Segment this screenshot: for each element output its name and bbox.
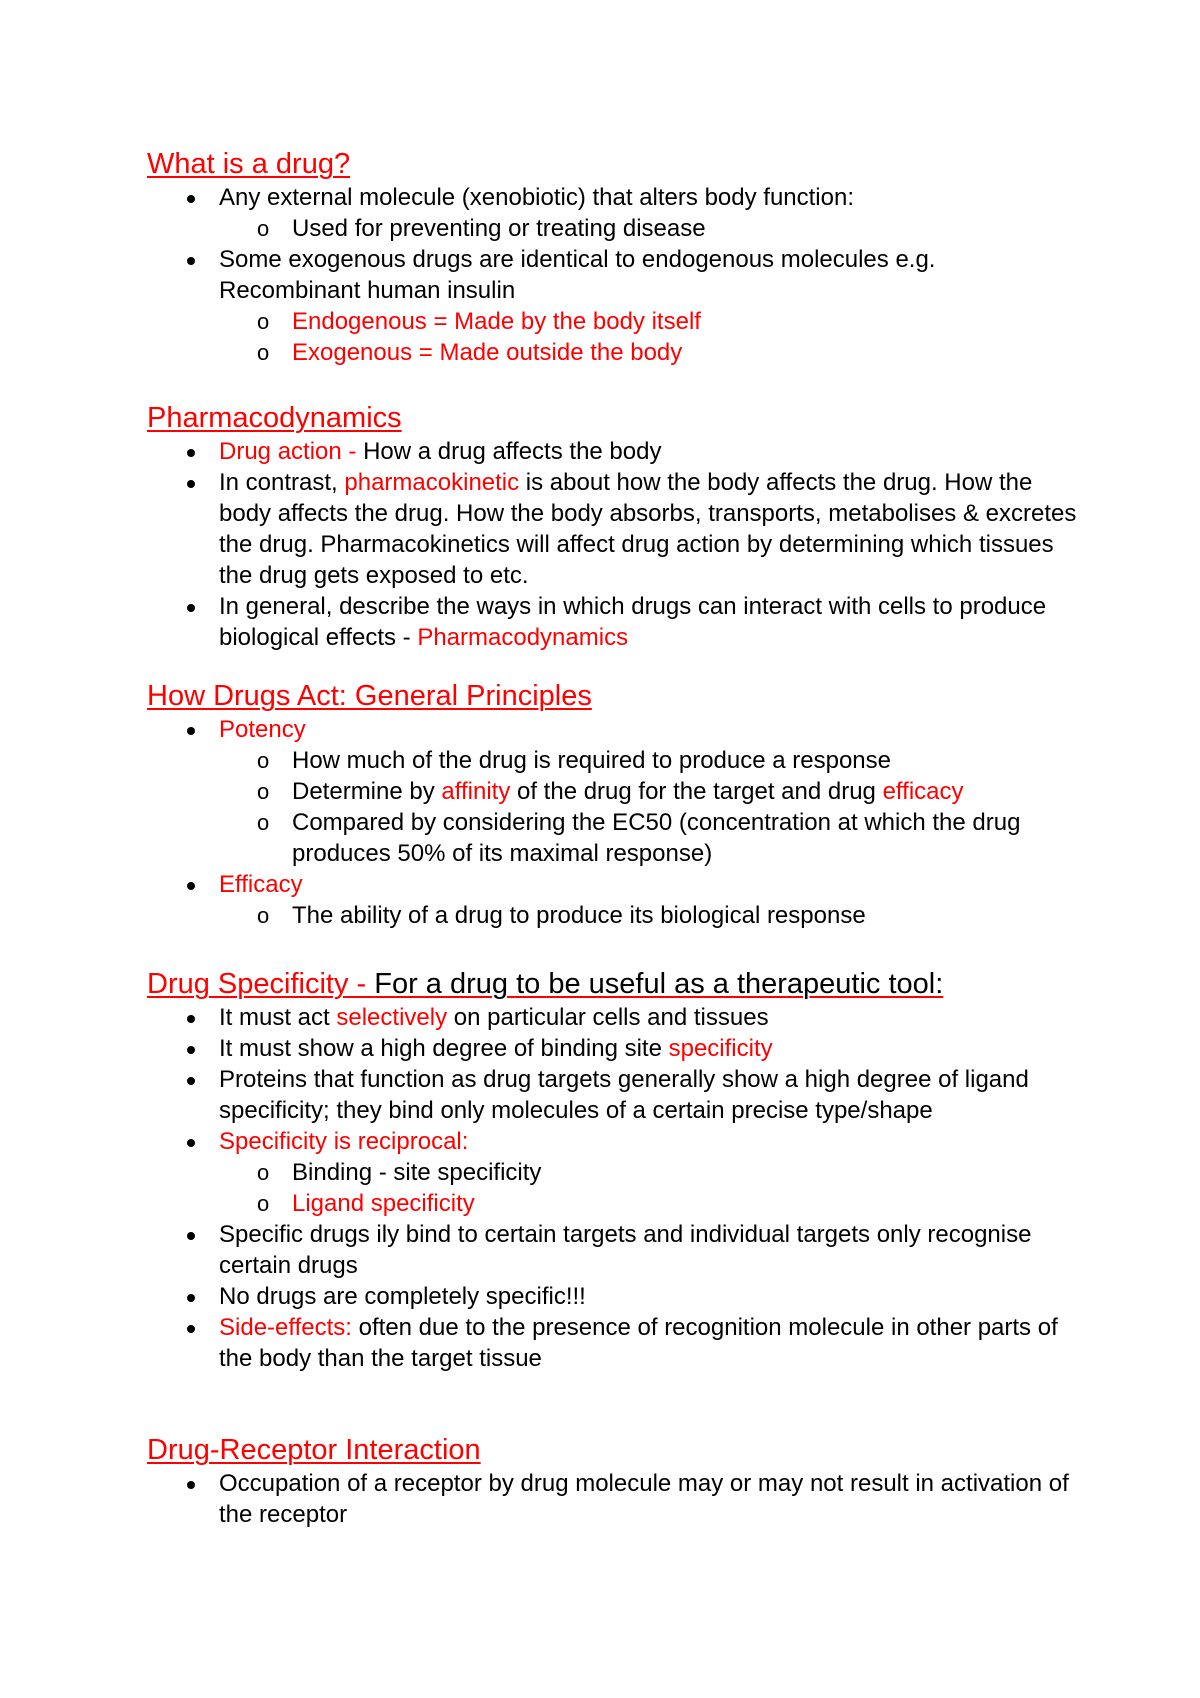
item-text: Some exogenous drugs are identical to endogenous molecules e.g. Recombinant human insulin xyxy=(219,246,936,304)
list-item xyxy=(147,213,1077,244)
list-item xyxy=(147,182,1077,213)
section-heading: Pharmacodynamics xyxy=(147,402,402,434)
section-what-is-a-drug xyxy=(147,146,1077,368)
bullet-list xyxy=(147,182,1077,368)
item-text-highlight: specificity xyxy=(668,1035,773,1062)
bullet-dot-icon xyxy=(187,1015,195,1023)
bullet-dot-icon xyxy=(187,195,195,203)
item-text: Proteins that function as drug targets generally show a high degree of ligand specificity; they bind only molecules of a certain precise type/shape xyxy=(219,1066,1029,1124)
bullet-circle-icon: o xyxy=(257,810,270,835)
list-item xyxy=(147,776,1077,807)
item-text: Compared by considering the EC50 (concentration at which the drug produces 50% of its maximal response) xyxy=(292,809,1021,867)
item-text-highlight: selectively xyxy=(336,1004,448,1031)
list-item xyxy=(147,1126,1077,1157)
bullet-list xyxy=(147,714,1077,931)
bullet-circle-icon: o xyxy=(257,1191,270,1216)
item-text: Occupation of a receptor by drug molecule may or may not result in activation of the receptor xyxy=(219,1470,1069,1528)
item-text-highlight: Efficacy xyxy=(219,871,303,898)
list-item xyxy=(147,1064,1077,1126)
bullet-dot-icon xyxy=(187,1077,195,1085)
item-text: Determine by xyxy=(292,778,442,805)
item-text: In general, describe the ways in which drugs can interact with cells to produce biological effects - xyxy=(219,593,1047,651)
item-text: How a drug affects the body xyxy=(363,438,662,465)
bullet-dot-icon xyxy=(187,1294,195,1302)
bullet-circle-icon: o xyxy=(257,1160,270,1185)
heading-subtitle: For a drug to be useful as a therapeutic tool: xyxy=(374,968,944,1000)
bullet-dot-icon xyxy=(187,1325,195,1333)
bullet-circle-icon: o xyxy=(257,216,270,241)
heading-highlight: Drug Specificity - xyxy=(147,968,375,1000)
bullet-circle-icon: o xyxy=(257,779,270,804)
item-text-highlight: Side-effects: xyxy=(219,1314,352,1341)
list-item xyxy=(147,1188,1077,1219)
item-text: of the drug for the target and drug xyxy=(510,778,883,805)
item-text-highlight: Pharmacodynamics xyxy=(417,624,629,651)
item-text-highlight: affinity xyxy=(441,778,511,805)
bullet-dot-icon xyxy=(187,1481,195,1489)
list-item xyxy=(147,337,1077,368)
item-text: Specific drugs ily bind to certain targets and individual targets only recognise certain drugs xyxy=(219,1221,1032,1279)
bullet-dot-icon xyxy=(187,727,195,735)
item-text: often due to the presence of recognition molecule in other parts of the body than the target tissue xyxy=(219,1314,1058,1372)
bullet-dot-icon xyxy=(187,604,195,612)
list-item xyxy=(147,807,1077,869)
item-text: is about how the body affects the drug. How the body affects the drug. How the body absorbs, transports, metabolises & excretes the drug. Pharmacokinetics will affect drug action by determining which tissues the drug gets exposed to etc. xyxy=(219,469,1077,589)
item-text-highlight: Drug action - xyxy=(219,438,364,465)
item-text: The ability of a drug to produce its biological response xyxy=(292,902,866,929)
item-text: Used for preventing or treating disease xyxy=(292,215,706,242)
list-item xyxy=(147,1281,1077,1312)
item-text: Any external molecule (xenobiotic) that alters body function: xyxy=(219,184,855,211)
section-heading: Drug-Receptor Interaction xyxy=(147,1434,481,1466)
bullet-dot-icon xyxy=(187,1139,195,1147)
list-item xyxy=(147,714,1077,745)
list-item xyxy=(147,436,1077,467)
bullet-list xyxy=(147,436,1077,653)
list-item xyxy=(147,591,1077,653)
item-text: Binding - site specificity xyxy=(292,1159,542,1186)
list-item xyxy=(147,1002,1077,1033)
item-text-highlight: Potency xyxy=(219,716,306,743)
bullet-circle-icon: o xyxy=(257,309,270,334)
section-heading: What is a drug? xyxy=(147,148,351,180)
bullet-dot-icon xyxy=(187,1046,195,1054)
item-text: How much of the drug is required to produce a response xyxy=(292,747,892,774)
list-item xyxy=(147,869,1077,900)
item-text-highlight: Endogenous = Made by the body itself xyxy=(292,308,701,335)
bullet-circle-icon: o xyxy=(257,340,270,365)
list-item xyxy=(147,1033,1077,1064)
list-item xyxy=(147,1312,1077,1374)
list-item xyxy=(147,1468,1077,1530)
section-how-drugs-act xyxy=(147,678,1077,931)
section-heading: How Drugs Act: General Principles xyxy=(147,680,592,712)
bullet-list xyxy=(147,1468,1077,1530)
bullet-dot-icon xyxy=(187,257,195,265)
item-text: on particular cells and tissues xyxy=(447,1004,769,1031)
bullet-dot-icon xyxy=(187,882,195,890)
list-item xyxy=(147,1157,1077,1188)
item-text-highlight: Specificity is reciprocal: xyxy=(219,1128,469,1155)
item-text: It must act xyxy=(219,1004,337,1031)
bullet-dot-icon xyxy=(187,480,195,488)
item-text: It must show a high degree of binding site xyxy=(219,1035,669,1062)
bullet-dot-icon xyxy=(187,449,195,457)
list-item xyxy=(147,745,1077,776)
item-text-highlight: pharmacokinetic xyxy=(344,469,520,496)
list-item xyxy=(147,1219,1077,1281)
item-text-highlight: Ligand specificity xyxy=(292,1190,475,1217)
section-drug-specificity xyxy=(147,966,1077,1374)
bullet-circle-icon: o xyxy=(257,903,270,928)
section-heading xyxy=(147,966,1077,1002)
list-item xyxy=(147,467,1077,591)
item-text-highlight: efficacy xyxy=(882,778,964,805)
list-item xyxy=(147,900,1077,931)
bullet-list xyxy=(147,1002,1077,1374)
section-drug-receptor-interaction xyxy=(147,1432,1077,1530)
list-item xyxy=(147,306,1077,337)
bullet-dot-icon xyxy=(187,1232,195,1240)
bullet-circle-icon: o xyxy=(257,748,270,773)
item-text: No drugs are completely specific!!! xyxy=(219,1283,586,1310)
list-item xyxy=(147,244,1077,306)
item-text-highlight: Exogenous = Made outside the body xyxy=(292,339,683,366)
item-text: In contrast, xyxy=(219,469,345,496)
section-pharmacodynamics xyxy=(147,400,1077,653)
